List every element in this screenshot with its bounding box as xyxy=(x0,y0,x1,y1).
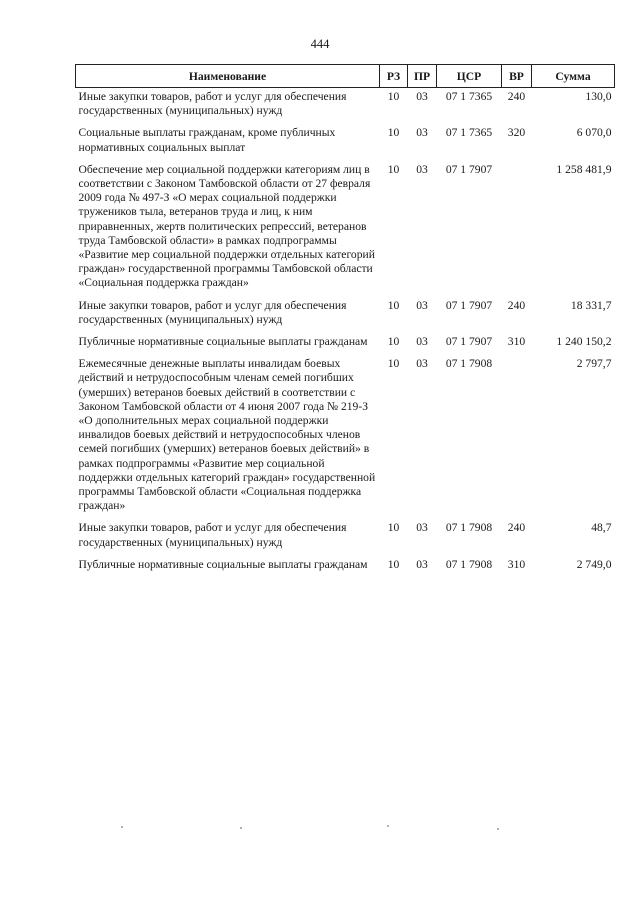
header-csr: ЦСР xyxy=(437,65,502,88)
row-name: Иные закупки товаров, работ и услуг для обеспечения государственных (муниципальных) нужд xyxy=(78,298,347,326)
header-name: Наименование xyxy=(76,65,380,88)
row-name: Публичные нормативные социальные выплаты гражданам xyxy=(78,335,368,349)
table-row xyxy=(76,355,615,519)
row-vr: 320 xyxy=(507,126,526,140)
row-name: Обеспечение мер социальной поддержки категориям лиц в соответствии с Законом Тамбовской области от 27 февраля 2009 года № 497-З «О мерах социальной поддержки тружеников тыла, ветеранов труда и лиц, к ним приравненных, жертв политических репрессий, ветеранов труда Тамбовской области» в рамках подпрограммы «Развитие мер социальной поддержки отдельных категорий граждан» государственной программы Тамбовской области «Социальная поддержка граждан» xyxy=(78,162,375,290)
table-row xyxy=(76,519,615,555)
row-name: Публичные нормативные социальные выплаты гражданам xyxy=(78,557,368,571)
row-rz: 10 xyxy=(387,90,400,103)
row-csr: 07 1 7907 xyxy=(445,298,493,312)
row-pr: 03 xyxy=(416,335,428,349)
row-pr: 03 xyxy=(416,557,428,571)
scan-speck xyxy=(240,827,242,829)
row-vr: 240 xyxy=(507,298,526,312)
row-name: Ежемесячные денежные выплаты инвалидам боевых действий и нетрудоспособным членам семей погибших (умерших) ветеранов боевых действий в соответствии с Законом Тамбовской области от 4 июня 2007 года № 219-З «О дополнительных мерах социальной поддержки инвалидов боевых действий и нетрудоспособных членов семей погибших (умерших) ветеранов боевых действий» в рамках подпрограммы «Развитие мер социальной поддержки отдельных категорий граждан» государственной программы Тамбовской области «Социальная поддержка граждан» xyxy=(78,357,376,513)
row-vr: 310 xyxy=(507,557,526,571)
header-pr: ПР xyxy=(408,65,437,88)
row-pr: 03 xyxy=(416,521,428,535)
row-rz: 10 xyxy=(387,335,400,349)
row-vr: 240 xyxy=(507,90,526,103)
scan-speck xyxy=(387,825,389,827)
row-csr: 07 1 7908 xyxy=(445,557,493,571)
row-name: Иные закупки товаров, работ и услуг для обеспечения государственных (муниципальных) нужд xyxy=(78,521,347,549)
row-csr: 07 1 7907 xyxy=(445,335,493,349)
scan-speck xyxy=(497,828,499,830)
row-sum: 48,7 xyxy=(591,521,612,535)
row-pr: 03 xyxy=(416,162,428,176)
table-header-row xyxy=(76,65,615,88)
row-sum: 1 240 150,2 xyxy=(556,335,612,349)
page-number: 444 xyxy=(310,37,330,51)
row-name: Социальные выплаты гражданам, кроме публичных нормативных социальных выплат xyxy=(78,126,336,154)
header-rz: РЗ xyxy=(380,65,408,88)
row-sum: 6 070,0 xyxy=(576,126,612,140)
row-csr: 07 1 7908 xyxy=(445,521,493,535)
scan-speck xyxy=(121,826,123,828)
row-pr: 03 xyxy=(416,357,428,371)
row-csr: 07 1 7908 xyxy=(445,357,493,371)
row-sum: 2 797,7 xyxy=(576,357,612,371)
row-vr: 240 xyxy=(507,521,526,535)
table-row xyxy=(76,161,615,297)
row-vr xyxy=(502,355,532,519)
row-csr: 07 1 7907 xyxy=(445,162,493,176)
budget-table xyxy=(75,64,615,578)
table-row xyxy=(76,333,615,355)
table-row xyxy=(76,124,615,160)
row-sum: 2 749,0 xyxy=(576,557,612,571)
table-row xyxy=(76,556,615,578)
row-rz: 10 xyxy=(387,521,400,535)
row-sum: 1 258 481,9 xyxy=(556,162,612,176)
row-sum: 18 331,7 xyxy=(570,298,612,312)
row-rz: 10 xyxy=(387,298,400,312)
table-row xyxy=(76,88,615,125)
row-rz: 10 xyxy=(387,126,400,140)
row-sum: 130,0 xyxy=(585,90,612,103)
row-csr: 07 1 7365 xyxy=(445,90,493,103)
row-vr xyxy=(502,161,532,297)
row-csr: 07 1 7365 xyxy=(445,126,493,140)
row-name: Иные закупки товаров, работ и услуг для обеспечения государственных (муниципальных) нужд xyxy=(78,90,347,118)
row-pr: 03 xyxy=(416,90,428,103)
row-rz: 10 xyxy=(387,162,400,176)
table-row xyxy=(76,297,615,333)
header-vr: ВР xyxy=(502,65,532,88)
row-pr: 03 xyxy=(416,298,428,312)
header-sum: Сумма xyxy=(532,65,615,88)
row-rz: 10 xyxy=(387,357,400,371)
row-rz: 10 xyxy=(387,557,400,571)
row-pr: 03 xyxy=(416,126,428,140)
row-vr: 310 xyxy=(507,335,526,349)
